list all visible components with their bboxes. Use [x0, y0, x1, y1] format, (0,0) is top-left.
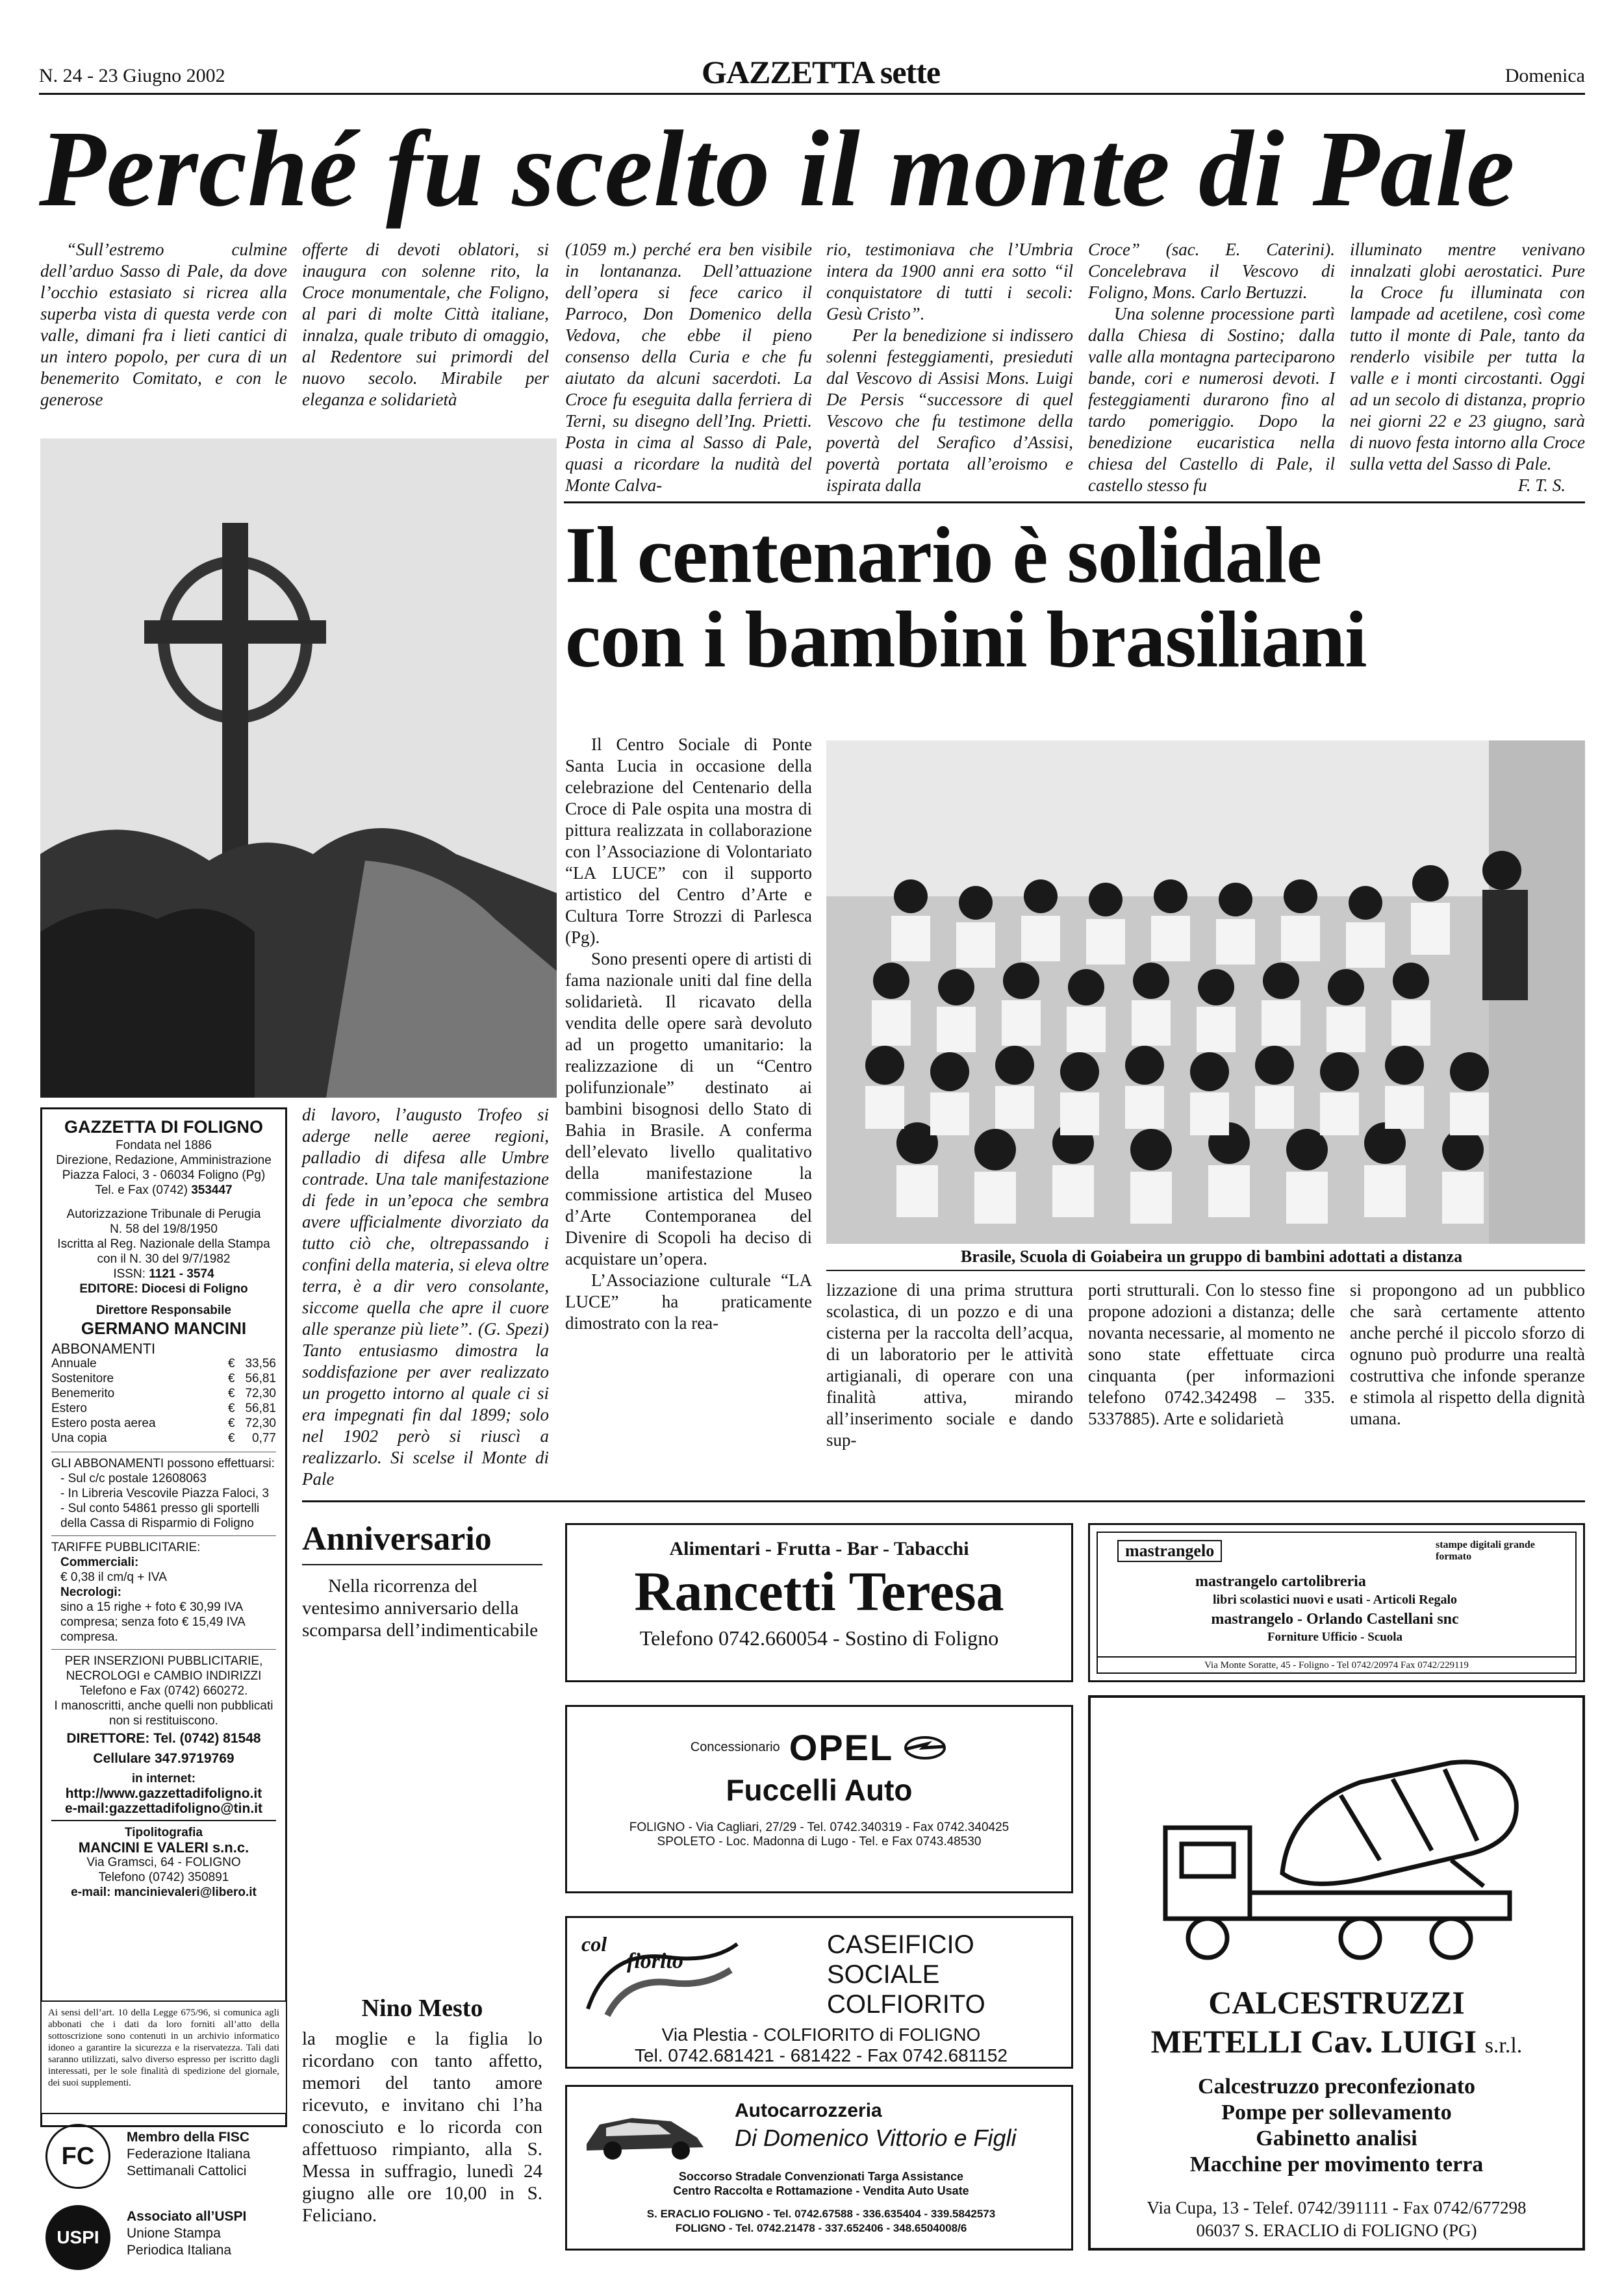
calc-l4: Macchine per movimento terra — [1189, 2152, 1484, 2176]
sidebar-auth2: N. 58 del 19/8/1950 — [110, 1222, 218, 1236]
mast-addr: Via Monte Soratte, 45 - Foligno - Tel 0742/20974 Fax 0742/229119 — [1098, 1656, 1575, 1671]
sidebar-printer-label: Tipolitografia — [125, 1826, 203, 1839]
article2-col2: lizzazione di una prima struttura scolastica, di un pozzo e di una cisterna per la raccolta dell’acqua, di un laboratorio per le attività artigianali, di operare con una finalità attiva, mirando all’inserimento sociale e dando sup- — [826, 1280, 1073, 1450]
sidebar-fax-number: 353447 — [191, 1183, 233, 1197]
anniversary-title: Anniversario — [302, 1520, 492, 1558]
sidebar-publisher: EDITORE: Diocesi di Foligno — [79, 1282, 248, 1296]
anniversary-text: Nella ricorrenza del ventesimo anniversario della scomparsa dell’indimenticabile — [302, 1576, 539, 1641]
calc-l3: Gabinetto analisi — [1256, 2126, 1417, 2151]
sidebar-rates-necro-val: sino a 15 righe + foto € 30,99 IVA compresa; senza foto € 15,49 IVA compresa. — [60, 1600, 245, 1644]
caseificio-l2: SOCIALE — [827, 1960, 940, 1989]
sidebar-payment2: - In Libreria Vescovile Piazza Faloci, 3 — [60, 1487, 270, 1500]
article1-col5 — [1088, 239, 1335, 496]
sidebar-director: GERMANO MANCINI — [81, 1318, 247, 1338]
fisc-line2: Federazione Italiana — [127, 2147, 251, 2162]
calc-addr1: Via Cupa, 13 - Telef. 0742/391111 - Fax 0742/677298 — [1147, 2198, 1527, 2217]
price-value: € 72,30 — [228, 1387, 276, 1400]
caseificio-logo-col: col — [581, 1932, 607, 1956]
sidebar-printer-tel: Telefono (0742) 350891 — [98, 1871, 229, 1884]
anniversary-rule — [302, 1564, 542, 1565]
article1-col1: “Sull’estremo culmine dell’arduo Sasso di Pale, da dove l’occhio estasiato si ricrea alla superba vista di questa verde con valle, dimani fra i lieti cantici di un intero popolo, per cura di un benemerito Comitato, e con le generose — [40, 240, 287, 409]
sidebar-title: GAZZETTA DI FOLIGNO — [64, 1117, 263, 1137]
price-row — [51, 1431, 276, 1446]
masthead: GAZZETTA sette — [702, 54, 941, 90]
mast1: mastrangelo — [1117, 1540, 1222, 1562]
rancetti-name: Rancetti Teresa — [634, 1560, 1004, 1622]
sidebar-printer: MANCINI E VALERI s.n.c. — [78, 1839, 249, 1856]
calc-name-line — [1091, 2023, 1582, 2060]
calc-srl: s.r.l. — [1484, 2034, 1523, 2058]
children-photo-drawing — [826, 740, 1585, 1244]
price-value: € 0,77 — [228, 1432, 276, 1445]
price-row — [51, 1371, 276, 1386]
sidebar-direttore: DIRETTORE: Tel. (0742) 81548 — [66, 1731, 261, 1746]
price-value: € 56,81 — [228, 1402, 276, 1415]
sidebar-cell: Cellulare 347.9719769 — [93, 1751, 235, 1766]
article1-col2: offerte di devoti oblatori, si inaugura con solenne rito, la Croce monumentale, che Foligno, al pari di molte Città italiane, innalza, quale tributo di omaggio, al Redentore sui primordi del nuovo secolo. Mirabile per eleganza e solidarietà — [302, 240, 549, 409]
sidebar-internet-label: in internet: — [131, 1772, 196, 1785]
day-label: Domenica — [1504, 65, 1585, 86]
fisc-line3: Settimanali Cattolici — [127, 2164, 247, 2178]
price-label: Sostenitore — [51, 1372, 114, 1385]
car-icon — [580, 2099, 710, 2164]
opel-bolt-icon — [902, 1735, 948, 1761]
article2-col1a: Il Centro Sociale di Ponte Santa Lucia in occasione della celebrazione del Centenario della Croce di Pale ospita una mostra di pittura realizzata in collaborazione con l’Associazione di Volontariato “LA LUCE” con il supporto artistico del Centro d’Arte e Cultura Torre Strozzi di Parlesca (Pg). — [565, 735, 812, 947]
article1-bottom-rule — [564, 501, 1585, 503]
article1-col4b: Per la benedizione si indissero solenni festeggiamenti, presieduti dal Vescovo di Assisi Mons. Luigi De Persis “successore di quel Vescovo che fu testimone della povertà del Serafico d’Assisi, povertà portata all’eroismo e ispirata dalla — [826, 325, 1073, 495]
article1-col4a: rio, testimoniava che l’Umbria intera da 1900 anni era sotto “il conquistatore di tutti i secoli: Gesù Cristo”. — [826, 240, 1073, 323]
mast3b: Forniture Ufficio - Scuola — [1267, 1630, 1403, 1644]
article1-col5a: Croce” (sac. E. Caterini). Concelebrava il Vescovo di Foligno, Mons. Carlo Bertuzzi. — [1088, 240, 1335, 302]
opel-conc: Concessionario — [690, 1740, 780, 1754]
sidebar-ins3: I manoscritti, anche quelli non pubblicati non si restituiscono. — [54, 1699, 273, 1728]
caseificio-l1: CASEIFICIO — [827, 1930, 974, 1959]
article1-col6 — [1350, 239, 1585, 496]
price-label: Estero — [51, 1402, 87, 1415]
privacy-text: Ai sensi dell’art. 10 della Legge 675/96, si comunica agli abbonati che i dati da loro forniti all’atto della sottoscrizione sono contenuti in un archivio informatico idoneo a garantire la sicurezza e la riservatezza. Tali dati saranno utilizzati, salvo diverso espresso per iscritto dagli interessati, per le sole finalità di spedizione del giornale, dei suoi supplementi. — [48, 2008, 279, 2088]
auto-l4: FOLIGNO - Tel. 0742.21478 - 337.652406 - 348.6504008/6 — [675, 2222, 967, 2234]
sidebar-payment3: - Sul conto 54861 presso gli sportelli della Cassa di Risparmio di Foligno — [60, 1502, 260, 1530]
price-label: Una copia — [51, 1432, 107, 1445]
sidebar-fax-label: Tel. e Fax (0742) — [95, 1183, 188, 1197]
sidebar-auth4: con il N. 30 del 9/7/1982 — [97, 1252, 231, 1266]
calc-name: METELLI Cav. LUIGI — [1150, 2023, 1477, 2060]
children-photo — [826, 740, 1585, 1244]
sidebar-address1: Direzione, Redazione, Amministrazione — [56, 1154, 272, 1167]
sidebar-ins2: Telefono e Fax (0742) 660272. — [79, 1684, 248, 1698]
opel-name: Fuccelli Auto — [726, 1773, 913, 1807]
caseificio-logo — [581, 1931, 744, 2019]
ad-rancetti — [565, 1523, 1073, 1682]
article2-headline-line2: con i bambini brasiliani — [565, 595, 1367, 684]
uspi-line3: Periodica Italiana — [127, 2243, 232, 2258]
price-row — [51, 1356, 276, 1371]
calc-title: CALCESTRUZZI — [1208, 1984, 1465, 2021]
calc-l1: Calcestruzzo preconfezionato — [1197, 2075, 1476, 2099]
price-row — [51, 1401, 276, 1416]
opel-brand: OPEL — [789, 1727, 894, 1768]
uspi-line1: Associato all’USPI — [127, 2209, 247, 2224]
caseificio-addr: Via Plestia - COLFIORITO di FOLIGNO — [661, 2025, 981, 2045]
rancetti-top: Alimentari - Frutta - Bar - Tabacchi — [669, 1538, 969, 1559]
cross-photo — [40, 438, 557, 1098]
article1-col2b: di lavoro, l’augusto Trofeo si aderge nelle aeree regioni, palladio di difesa alle Umbre contrade. Una tale manifestazione di fede in un’epoca che sembra avere ufficialmente divorziato da tutto ciò che, oltrepassando i confini della materia, si eleva oltre terra, è a dir vero consolante, siccome quella che apre il cuore alle speranze più liete”. (G. Spezi) Tanto entusiasmo dimostra la soddisfazione per aver realizzato un progetto intorno al quale ci si era impegnati fin dal 1899; solo nel 1902 però si riuscì a realizzarlo. Si scelse il Monte di Pale — [302, 1105, 549, 1489]
article2-col1 — [565, 734, 812, 1334]
mast-line1 — [1117, 1539, 1559, 1563]
anniversary-text2: la moglie e la figlia lo ricordano con tanto affetto, memori del tanto amore ricevuto, e invitano chi l’ha conosciuto e lo ricorda con affettuoso rimpianto, alla S. Messa in suffragio, lunedì 24 giugno alle ore 10,00 in S. Feliciano. — [302, 2028, 542, 2226]
sidebar-rates-necro: Necrologi: — [60, 1585, 121, 1599]
price-list — [51, 1356, 276, 1446]
sidebar-fax — [51, 1183, 276, 1198]
opel-header — [567, 1726, 1071, 1769]
article1-col6-text: illuminato mentre venivano innalzati globi aerostatici. Pure la Croce fu illuminata con lampade ad acetilene, così come tutto il monte di Pale, tanto da renderlo visibile per tutta la valle e i monti circostanti. Oggi ad un secolo di distanza, proprio nei giorni 22 e 23 giugno, sarà di nuovo festa intorno alla Croce sulla vetta del Sasso di Pale. — [1350, 240, 1585, 473]
uspi-logo: USPI — [45, 2205, 110, 2270]
mast1b: stampe digitali grande formato — [1436, 1539, 1535, 1562]
sidebar-rates-title: TARIFFE PUBBLICITARIE: — [51, 1541, 201, 1554]
sidebar-auth1: Autorizzazione Tribunale di Perugia — [66, 1207, 261, 1221]
uspi-line2: Unione Stampa — [127, 2226, 221, 2241]
sidebar-printer-mail[interactable]: e-mail: mancinievaleri@libero.it — [71, 1886, 257, 1899]
caseificio-l3: COLFIORITO — [827, 1990, 985, 2019]
article1-col4 — [826, 239, 1073, 496]
uspi-text — [127, 2208, 246, 2259]
sidebar-box — [40, 1107, 287, 2127]
sidebar-email[interactable]: e-mail:gazzettadifoligno@tin.it — [65, 1801, 262, 1816]
mast3: mastrangelo - Orlando Castellani snc — [1211, 1611, 1459, 1628]
ad-calcestruzzi — [1088, 1695, 1585, 2251]
cross-photo-drawing — [40, 438, 557, 1098]
sidebar-payment1: - Sul c/c postale 12608063 — [60, 1472, 207, 1485]
opel-line2: SPOLETO - Loc. Madonna di Lugo - Tel. e Fax 0743.48530 — [657, 1835, 982, 1848]
sidebar-rates-comm: Commerciali: — [60, 1556, 139, 1569]
issue-date: N. 24 - 23 Giugno 2002 — [39, 65, 225, 86]
auto-l3: S. ERACLIO FOLIGNO - Tel. 0742.67588 - 336.635404 - 339.5842573 — [646, 2208, 996, 2220]
auto-title: Autocarrozzeria — [735, 2100, 882, 2121]
caseificio-logo-fiorito: fiorito — [627, 1949, 683, 1973]
sidebar-address2: Piazza Faloci, 3 - 06034 Foligno (Pg) — [62, 1168, 266, 1182]
sidebar-rates-comm-val: € 0,38 il cm/q + IVA — [60, 1571, 167, 1584]
calc-l2: Pompe per sollevamento — [1221, 2100, 1452, 2125]
price-row — [51, 1386, 276, 1401]
article2-col3: porti strutturali. Con lo stesso fine propone adozioni a distanza; delle novanta necessarie, al momento ne sono state effettuate circa cinquanta (per informazioni telefono 0742.342498 – 335. 5337885). Arte e solidarietà — [1088, 1280, 1335, 1428]
article2-col1c: L’Associazione culturale “LA LUCE” ha praticamente dimostrato con la rea- — [565, 1270, 812, 1333]
price-label: Benemerito — [51, 1387, 115, 1400]
price-value: € 56,81 — [228, 1372, 276, 1385]
mast2: mastrangelo cartolibreria — [1195, 1573, 1366, 1590]
article2-col1b: Sono presenti opere di artisti di fama nazionale uniti dal fine della solidarietà. Il ricavato della vendita delle opere sarà devoluto ad un progetto umanitario: la realizzazione di un “Centro polifunzionale” destinato ai bambini bisognosi dello Stato di Bahia in Brasile. A conferma dell’elevato livello qualitativo della manifestazione la commissione artistica del Museo d’Arte Contemporanea del Divenire di Scopoli ha deciso di acquistare un’opera. — [565, 949, 812, 1268]
rancetti-tel: Telefono 0742.660054 - Sostino di Foligno — [639, 1626, 999, 1650]
sidebar-founded: Fondata nel 1886 — [116, 1139, 212, 1152]
fisc-line1: Membro della FISC — [127, 2130, 250, 2145]
article1-signature: F. T. S. — [1517, 475, 1566, 495]
sidebar-director-label: Direttore Responsabile — [96, 1304, 231, 1317]
article1-col5b: Una solenne processione partì dalla Chiesa di Sostino; dalla valle alla montagna parteciparono bande, cori e numerosi devoti. I festeggiamenti durarono fino al tardo pomeriggio. Dopo la benedizione eucaristica nella chiesa del Castello di Pale, il castello stesso fu — [1088, 304, 1335, 495]
calc-addr2: 06037 S. ERACLIO di FOLIGNO (PG) — [1196, 2221, 1477, 2240]
price-label: Estero posta aerea — [51, 1417, 156, 1430]
price-label: Annuale — [51, 1357, 97, 1370]
sidebar-issn-label: ISSN: — [113, 1267, 146, 1281]
sidebar-issn-value: 1121 - 3574 — [149, 1267, 214, 1281]
caption-rule — [826, 1270, 1585, 1271]
mastrangelo-inner — [1097, 1532, 1577, 1674]
sidebar-issn — [51, 1267, 276, 1281]
sidebar-web[interactable]: http://www.gazzettadifoligno.it — [65, 1786, 262, 1801]
price-value: € 33,56 — [228, 1357, 276, 1370]
ad-autocarrozzeria — [565, 2085, 1073, 2251]
article2-col4: si propongono ad un pubblico che sarà certamente attento anche perché il piccolo sforzo di ognuno può produrre una realtà costruttiva che infonde speranze e stimola al rispetto della dignità umana. — [1350, 1280, 1585, 1428]
auto-name: Di Domenico Vittorio e Figli — [735, 2125, 1017, 2151]
ad-mastrangelo — [1088, 1523, 1585, 1682]
sidebar-printer-addr: Via Gramsci, 64 - FOLIGNO — [86, 1856, 241, 1869]
article2-headline-line1: Il centenario è solidale — [565, 511, 1322, 599]
photo-caption: Brasile, Scuola di Goiabeira un gruppo di bambini adottati a distanza — [960, 1247, 1463, 1266]
article2-headline — [565, 513, 1605, 682]
article1-col3: (1059 m.) perché era ben visibile in lontananza. Dell’attuazione dell’opera si fece carico il Parroco, Don Domenico della Vedova, che ebbe il pieno consenso della Curia e che fu aiutato da alcuni sacerdoti. La Croce fu eseguita dalla ferriera di Terni, su disegno dell’Ing. Prietti. Posta in cima al Sasso di Pale, quasi a ricordare la nudità del Monte Calva- — [565, 240, 812, 495]
mast2b: libri scolastici nuovi e usati - Articoli Regalo — [1212, 1593, 1458, 1607]
article1-headline: Perché fu scelto il monte di Pale — [39, 108, 1516, 229]
ad-opel — [565, 1705, 1073, 1893]
opel-line1: FOLIGNO - Via Cagliari, 27/29 - Tel. 0742.340319 - Fax 0742.340425 — [629, 1821, 1009, 1834]
price-value: € 72,30 — [228, 1417, 276, 1430]
fisc-logo: FC — [45, 2124, 110, 2189]
fisc-text — [127, 2129, 250, 2180]
caseificio-tel: Tel. 0742.681421 - 681422 - Fax 0742.681152 — [635, 2045, 1008, 2065]
header-rule — [39, 93, 1585, 95]
caseificio-name — [827, 1930, 985, 2019]
anniversary-name: Nino Mesto — [361, 1995, 483, 2022]
sidebar-subscriptions-title: ABBONAMENTI — [51, 1341, 156, 1357]
privacy-box — [40, 2000, 287, 2114]
sidebar-ins1: PER INSERZIONI PUBBLICITARIE, NECROLOGI e CAMBIO INDIRIZZI — [64, 1654, 263, 1683]
auto-l1: Soccorso Stradale Convenzionati Targa Assistance — [678, 2170, 964, 2183]
sidebar-auth3: Iscritta al Reg. Nazionale della Stampa — [57, 1237, 270, 1251]
concrete-mixer-truck-icon — [1146, 1730, 1536, 1977]
sidebar-payment-title: GLI ABBONAMENTI possono effettuarsi: — [51, 1457, 275, 1470]
auto-l2: Centro Raccolta e Rottamazione - Vendita Auto Usate — [673, 2184, 969, 2197]
price-row — [51, 1416, 276, 1431]
ad-caseificio — [565, 1916, 1073, 2069]
middle-rule — [302, 1500, 1585, 1502]
